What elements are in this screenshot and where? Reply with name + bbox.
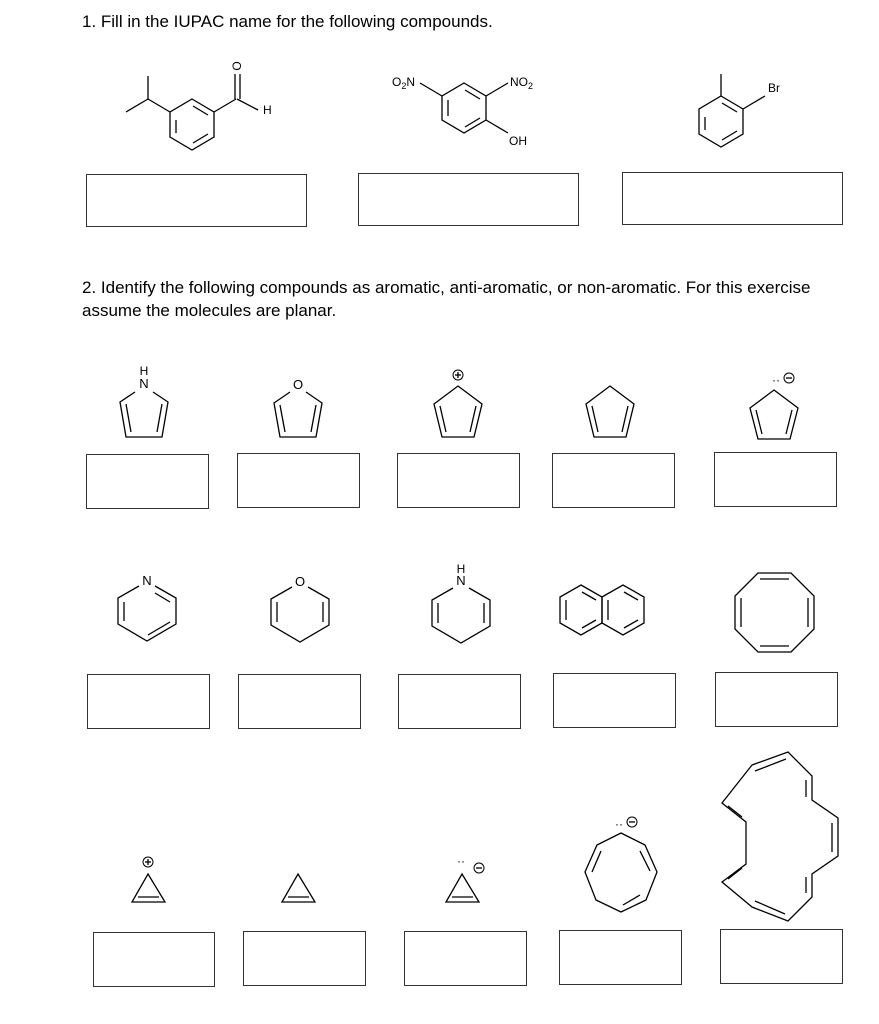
cyclotetradecaheptaene-structure — [722, 752, 838, 921]
bromo-label: Br — [768, 81, 780, 95]
furan-o-label: O — [292, 377, 304, 392]
cyclopropene-structure — [282, 874, 315, 902]
hydroxyl-label: OH — [509, 134, 527, 148]
pyridine-n-label: N — [142, 573, 152, 588]
cyclopentadienyl-cation-structure — [434, 370, 482, 437]
bromomethylbenzene-structure — [699, 74, 780, 147]
q2-answer-box-pyrrole[interactable] — [86, 454, 209, 509]
dihydropyridine-n-label: N — [456, 573, 466, 588]
q2-answer-box-cyclotetradecaheptaene[interactable] — [720, 929, 843, 984]
pyrrole-h-label: H — [139, 364, 149, 378]
cyclopentadiene-structure — [586, 386, 634, 437]
pyrrole-n-label: N — [139, 376, 149, 391]
q1-answer-box-3[interactable] — [622, 172, 843, 225]
q2-answer-box-cyclooctatetraene[interactable] — [715, 672, 838, 727]
dihydropyridine-structure — [432, 562, 490, 643]
cyclopentadienyl-anion-structure — [750, 373, 798, 439]
q2-answer-box-dihydropyridine[interactable] — [398, 674, 521, 729]
carbonyl-oxygen-label: O — [230, 61, 244, 71]
lone-pair-label-2: ·· — [457, 854, 465, 868]
pyridine-structure — [118, 573, 176, 641]
q2-answer-box-cyclopentadienyl-anion[interactable] — [714, 452, 837, 507]
q2-answer-box-cyclopropene[interactable] — [243, 931, 366, 986]
q1-answer-box-1[interactable] — [86, 174, 307, 227]
q2-answer-box-cyclopropenyl-cation[interactable] — [93, 932, 215, 987]
negative-charge-icon-3 — [627, 817, 637, 827]
furan-structure — [274, 377, 322, 437]
positive-charge-icon-2 — [143, 857, 153, 867]
lone-pair-label-3: ·· — [615, 817, 623, 831]
q2-answer-box-cyclopropenyl-anion[interactable] — [404, 931, 527, 986]
positive-charge-icon — [453, 370, 463, 380]
q2-answer-box-naphthalene[interactable] — [553, 673, 676, 728]
q2-answer-box-pyran[interactable] — [238, 674, 361, 729]
cyclopropenyl-cation-structure — [132, 857, 165, 902]
question-1-prompt: 1. Fill in the IUPAC name for the following compounds. — [82, 12, 493, 31]
cycloheptatrienyl-anion-structure — [585, 817, 657, 912]
q2-answer-box-cycloheptatrienyl-anion[interactable] — [559, 930, 682, 985]
dinitrophenol-structure — [392, 75, 533, 148]
cyclooctatetraene-structure — [735, 573, 814, 652]
naphthalene-structure — [560, 585, 644, 635]
negative-charge-icon — [784, 373, 794, 383]
negative-charge-icon-2 — [474, 863, 484, 873]
pyrrole-structure — [120, 364, 168, 437]
isopropylbenzaldehyde-structure — [126, 61, 272, 150]
no2-label: $NO_2$ — [510, 75, 534, 91]
question-2-prompt: 2. Identify the following compounds as aromatic, anti-aromatic, or non-aromatic. For this exercise assume the molecules are planar. — [82, 278, 811, 320]
lone-pair-label: ·· — [772, 373, 780, 387]
q2-answer-box-cyclopentadiene[interactable] — [552, 453, 675, 508]
q2-answer-box-pyridine[interactable] — [87, 674, 210, 729]
aldehyde-h-label: H — [263, 103, 272, 117]
cyclopropenyl-anion-structure — [446, 854, 484, 902]
o2n-label: $O_2N$ — [392, 75, 416, 91]
4h-pyran-structure — [271, 574, 329, 642]
q2-answer-box-furan[interactable] — [237, 453, 360, 508]
pyran-o-label: O — [294, 574, 306, 589]
q1-answer-box-2[interactable] — [358, 173, 579, 226]
dihydropyridine-h-label: H — [456, 562, 466, 576]
q2-answer-box-cyclopentadienyl-cation[interactable] — [397, 453, 520, 508]
